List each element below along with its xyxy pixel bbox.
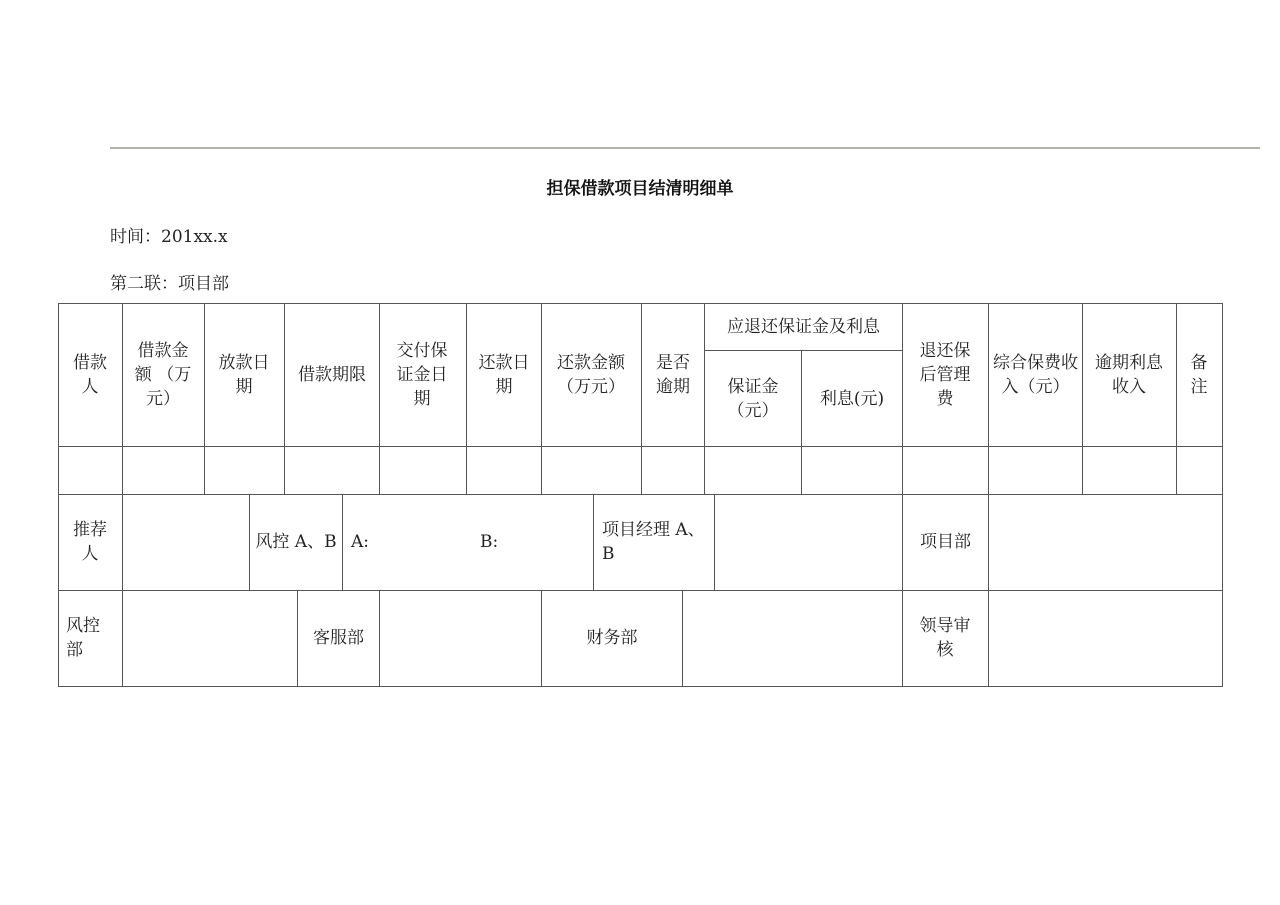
header-repay-amount: 还款金额（万元） [557,352,625,397]
col-divider [902,303,903,494]
header-deposit-date: 交付保证金日期 [396,340,448,409]
row-divider [58,446,1222,447]
header-rule [110,147,1260,149]
col-divider [641,303,642,494]
col-divider [466,303,467,494]
leader-review-label: 领导审核 [919,616,971,660]
signer-a-label: A: [351,532,370,552]
header-remarks: 备注 [1190,352,1208,397]
pm-ab-label: 项目经理 A、B [602,520,705,564]
header-borrower: 借款人 [73,352,107,397]
header-loan-term: 借款期限 [298,364,366,385]
col-divider [379,303,380,494]
col-divider [988,590,989,686]
header-refund-group: 应退还保证金及利息 [727,316,880,337]
header-loan-amount: 借款金额 （万元） [134,340,192,409]
header-deposit: 保证金（元） [727,376,779,421]
recommender-label: 推荐人 [73,520,107,564]
col-divider [988,494,989,590]
col-divider [122,494,123,590]
project-dept-label: 项目部 [920,532,971,552]
header-repay-date: 还款日期 [478,352,530,397]
document-title: 担保借款项目结清明细单 [546,179,734,199]
customer-service-label: 客服部 [313,628,364,648]
col-divider [122,303,123,494]
signer-b-label: B: [480,532,499,552]
header-guarantee-income: 综合保费收入（元） [993,352,1078,397]
header-interest: 利息(元) [819,388,885,409]
col-divider [902,590,903,686]
header-overdue-interest: 逾期利息收入 [1095,352,1163,397]
col-divider [1082,303,1083,494]
col-divider [682,590,683,686]
finance-label: 财务部 [586,628,638,648]
col-divider [204,303,205,494]
risk-dept-label: 风控部 [66,616,100,660]
col-divider [714,494,715,590]
col-divider [379,590,380,686]
header-post-refund-fee: 退还保后管理费 [919,340,971,409]
copy-line: 第二联：项目部 [110,274,229,294]
col-divider [1176,303,1177,494]
col-divider [122,590,123,686]
col-divider [541,303,542,494]
header-disburse-date: 放款日期 [218,352,270,397]
date-line: 时间：201xx.x [110,227,228,247]
risk-ab-label: 风控 A、B [255,532,337,552]
header-overdue: 是否逾期 [656,352,690,397]
